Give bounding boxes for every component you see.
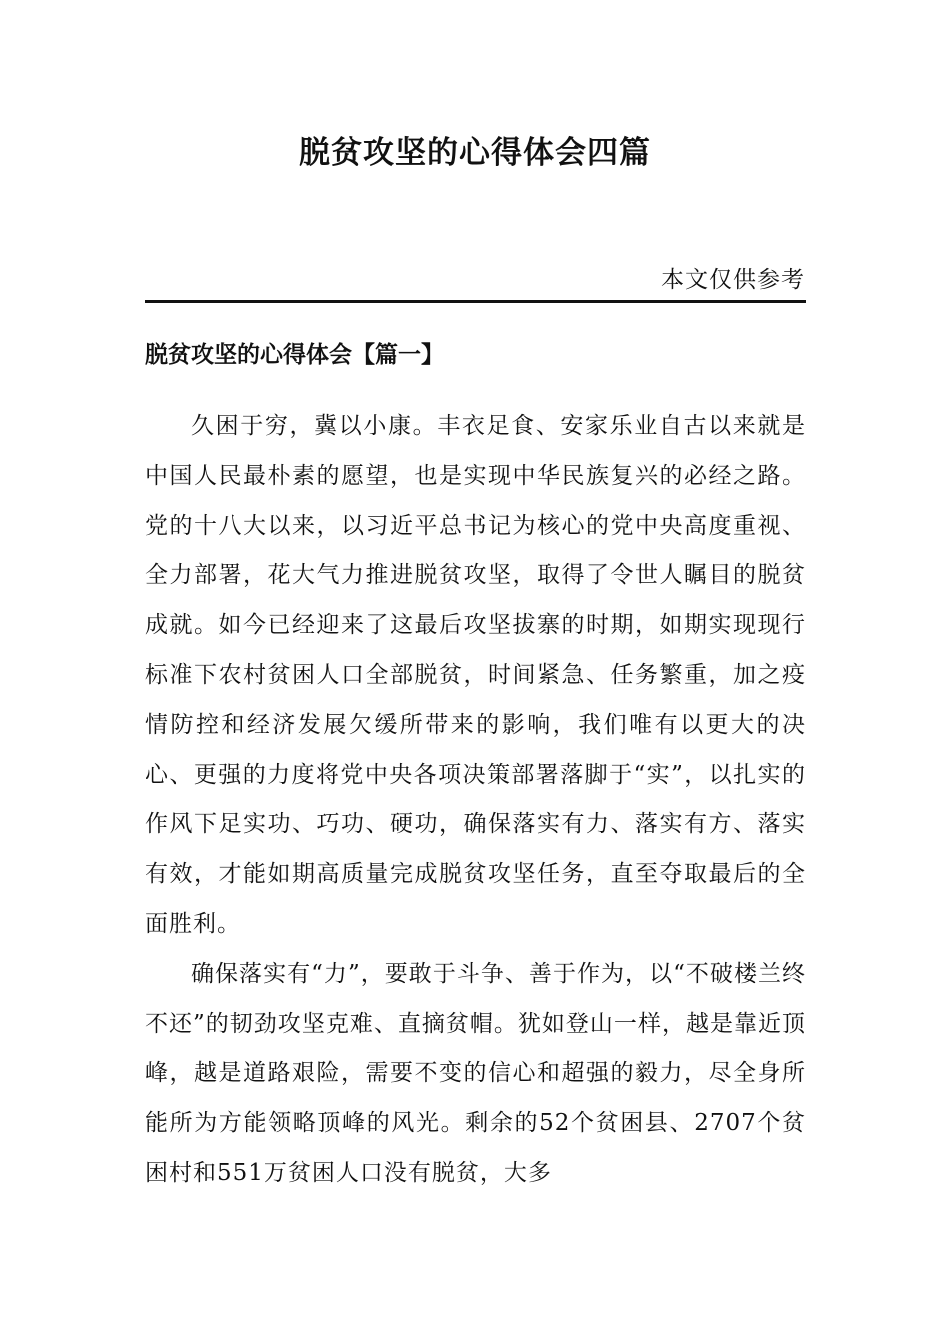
document-title: 脱贫攻坚的心得体会四篇 <box>299 135 651 171</box>
paragraph-1: 久困于穷，冀以小康。丰衣足食、安家乐业自古以来就是中国人民最朴素的愿望，也是实现中华民族复兴的必经之路。党的十八大以来，以习近平总书记为核心的党中央高度重视、全力部署，花大气力推进脱贫攻坚，取得了令世人瞩目的脱贫成就。如今已经迎来了这最后攻坚拔寨的时期，如期实现现行标准下农村贫困人口全部脱贫，时间紧急、任务繁重，加之疫情防控和经济发展欠缓所带来的影响，我们唯有以更大的决心、更强的力度将党中央各项决策部署落脚于“实”，以扎实的作风下足实功、巧功、硬功，确保落实有力、落实有方、落实有效，才能如期高质量完成脱贫攻坚任务，直至夺取最后的全面胜利。 <box>145 413 806 937</box>
paragraph-2: 确保落实有“力”，要敢于斗争、善于作为，以“不破楼兰终不还”的韧劲攻坚克难、直摘贫帽。犹如登山一样，越是靠近顶峰，越是道路艰险，需要不变的信心和超强的毅力，尽全身所能所为方能领略顶峰的风光。剩余的52个贫困县、2707个贫困村和551万贫困人口没有脱贫，大多 <box>145 960 806 1186</box>
header-divider <box>145 300 806 303</box>
section-heading: 脱贫攻坚的心得体会【篇一】 <box>145 342 444 368</box>
reference-note: 本文仅供参考 <box>661 267 805 293</box>
body-text <box>145 402 806 1199</box>
